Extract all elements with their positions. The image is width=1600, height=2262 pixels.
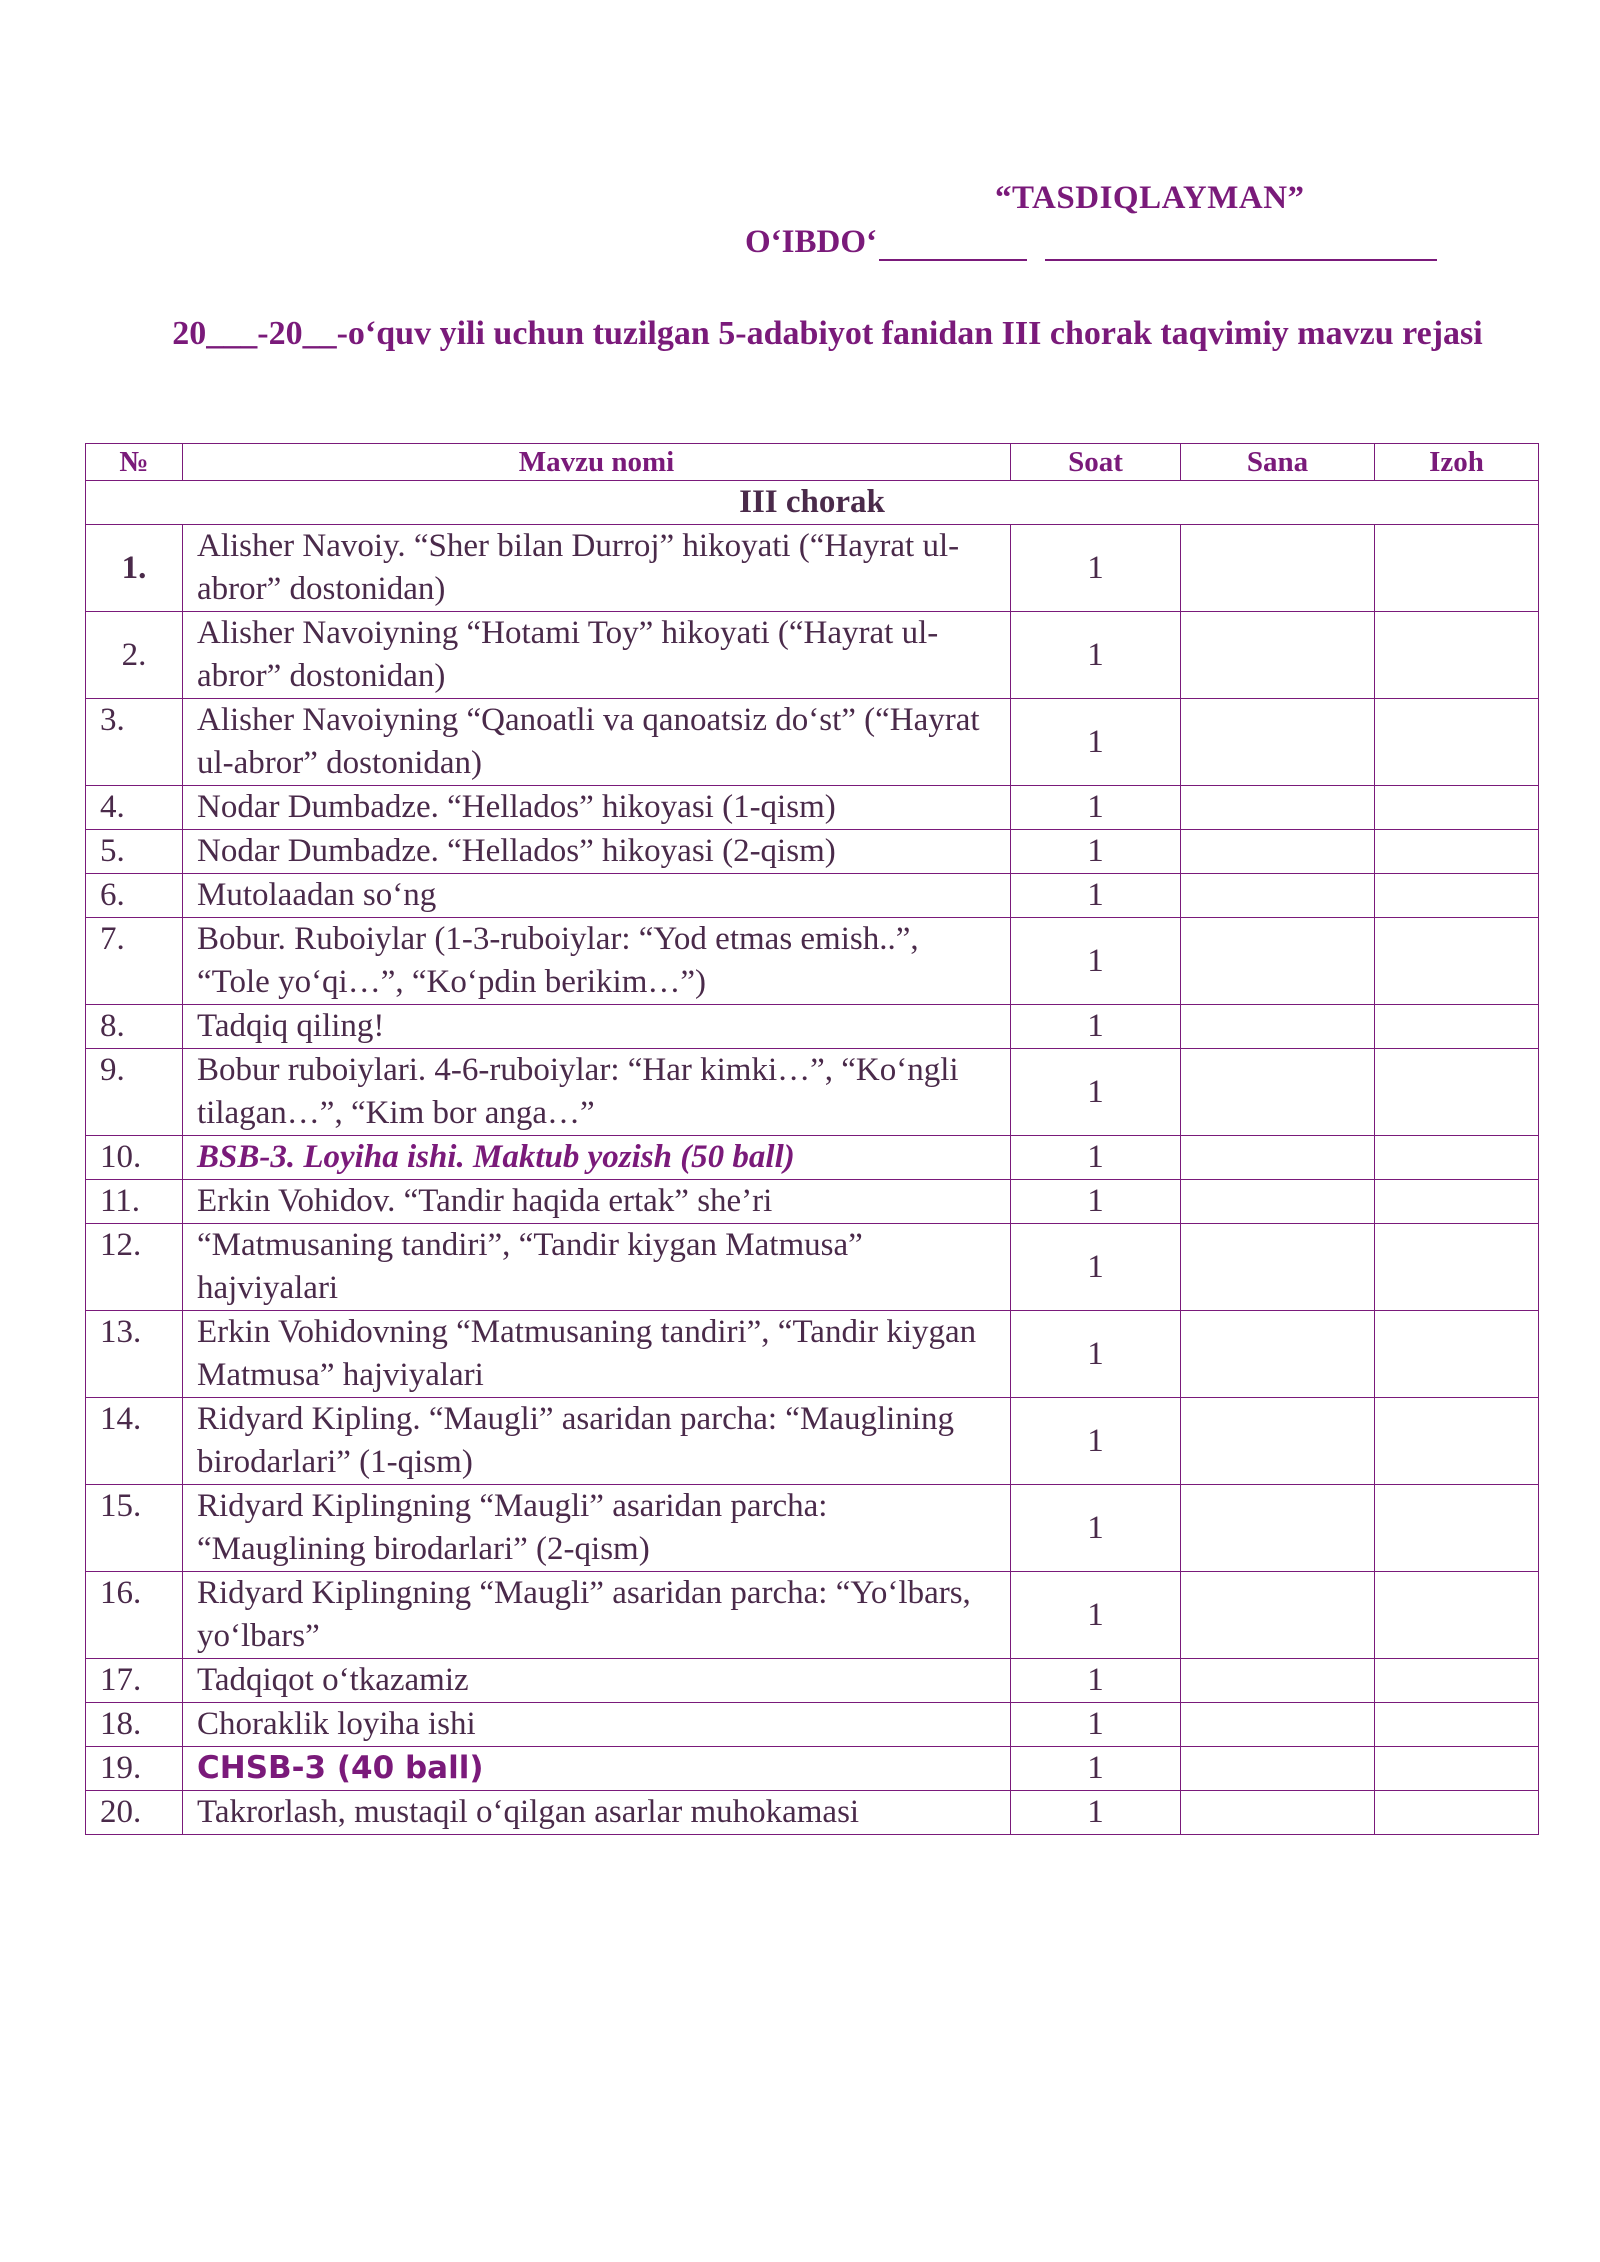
name-blank [1045, 231, 1437, 261]
table-row [86, 612, 1539, 699]
director-signature-line [745, 224, 1437, 261]
section-row [86, 481, 1539, 525]
row-note-cell[interactable] [1375, 1572, 1539, 1659]
row-date-cell[interactable] [1181, 1311, 1375, 1398]
row-note-cell[interactable] [1375, 1703, 1539, 1747]
row-topic: Takrorlash, mustaqil o‘qilgan asarlar muhokamasi [183, 1791, 1011, 1835]
row-hours: 1 [1011, 1224, 1181, 1311]
row-topic: Erkin Vohidov. “Tandir haqida ertak” she’ri [183, 1180, 1011, 1224]
row-hours: 1 [1011, 1049, 1181, 1136]
table-row [86, 786, 1539, 830]
row-number: 17. [86, 1659, 183, 1703]
row-date-cell[interactable] [1181, 874, 1375, 918]
row-date-cell[interactable] [1181, 1005, 1375, 1049]
table-row [86, 1703, 1539, 1747]
row-topic: Alisher Navoiyning “Hotami Toy” hikoyati (“Hayrat ul-abror” dostonidan) [183, 612, 1011, 699]
row-date-cell[interactable] [1181, 1049, 1375, 1136]
row-number: 14. [86, 1398, 183, 1485]
row-note-cell[interactable] [1375, 1791, 1539, 1835]
table-row [86, 1572, 1539, 1659]
row-hours: 1 [1011, 786, 1181, 830]
row-number: 18. [86, 1703, 183, 1747]
row-topic: CHSB-3 (40 ball) [183, 1747, 1011, 1791]
row-note-cell[interactable] [1375, 1311, 1539, 1398]
table-row [86, 1485, 1539, 1572]
row-date-cell[interactable] [1181, 918, 1375, 1005]
row-topic: Ridyard Kiplingning “Maugli” asaridan parcha: “Mauglining birodarlari” (2-qism) [183, 1485, 1011, 1572]
table-row [86, 830, 1539, 874]
table-row [86, 1049, 1539, 1136]
column-header-note: Izoh [1375, 444, 1539, 481]
row-number: 8. [86, 1005, 183, 1049]
row-note-cell[interactable] [1375, 874, 1539, 918]
table-row [86, 1398, 1539, 1485]
row-hours: 1 [1011, 1311, 1181, 1398]
row-note-cell[interactable] [1375, 525, 1539, 612]
table-row [86, 1005, 1539, 1049]
row-topic: Nodar Dumbadze. “Hellados” hikoyasi (1-qism) [183, 786, 1011, 830]
row-number: 3. [86, 699, 183, 786]
row-note-cell[interactable] [1375, 918, 1539, 1005]
row-number: 15. [86, 1485, 183, 1572]
table-row [86, 1180, 1539, 1224]
row-date-cell[interactable] [1181, 1659, 1375, 1703]
row-number: 16. [86, 1572, 183, 1659]
row-number: 9. [86, 1049, 183, 1136]
table-row [86, 1136, 1539, 1180]
row-topic: Tadqiq qiling! [183, 1005, 1011, 1049]
row-number: 13. [86, 1311, 183, 1398]
column-header-hours: Soat [1011, 444, 1181, 481]
row-note-cell[interactable] [1375, 1005, 1539, 1049]
row-note-cell[interactable] [1375, 1485, 1539, 1572]
row-topic: Mutolaadan so‘ng [183, 874, 1011, 918]
row-hours: 1 [1011, 525, 1181, 612]
lesson-plan-table [85, 443, 1539, 1835]
table-row [86, 918, 1539, 1005]
row-hours: 1 [1011, 1791, 1181, 1835]
row-topic: Ridyard Kiplingning “Maugli” asaridan parcha: “Yo‘lbars, yo‘lbars” [183, 1572, 1011, 1659]
row-number: 7. [86, 918, 183, 1005]
row-date-cell[interactable] [1181, 1180, 1375, 1224]
row-topic: Ridyard Kipling. “Maugli” asaridan parcha: “Mauglining birodarlari” (1-qism) [183, 1398, 1011, 1485]
row-hours: 1 [1011, 1005, 1181, 1049]
row-hours: 1 [1011, 699, 1181, 786]
row-date-cell[interactable] [1181, 1398, 1375, 1485]
table-row [86, 1224, 1539, 1311]
row-note-cell[interactable] [1375, 1224, 1539, 1311]
row-hours: 1 [1011, 874, 1181, 918]
row-topic: BSB-3. Loyiha ishi. Maktub yozish (50 ball) [183, 1136, 1011, 1180]
row-date-cell[interactable] [1181, 1791, 1375, 1835]
row-date-cell[interactable] [1181, 699, 1375, 786]
row-hours: 1 [1011, 612, 1181, 699]
row-date-cell[interactable] [1181, 1747, 1375, 1791]
signature-blank [879, 231, 1027, 261]
table-row [86, 699, 1539, 786]
row-number: 1. [86, 525, 183, 612]
director-label: O‘IBDO‘ [745, 224, 877, 260]
row-topic: “Matmusaning tandiri”, “Tandir kiygan Matmusa” hajviyalari [183, 1224, 1011, 1311]
row-note-cell[interactable] [1375, 1747, 1539, 1791]
table-row [86, 874, 1539, 918]
row-hours: 1 [1011, 1747, 1181, 1791]
row-hours: 1 [1011, 1659, 1181, 1703]
table-row [86, 1659, 1539, 1703]
row-number: 2. [86, 612, 183, 699]
row-hours: 1 [1011, 1485, 1181, 1572]
row-hours: 1 [1011, 1572, 1181, 1659]
row-date-cell[interactable] [1181, 525, 1375, 612]
row-topic: Bobur ruboiylari. 4-6-ruboiylar: “Har kimki…”, “Ko‘ngli tilagan…”, “Kim bor anga…” [183, 1049, 1011, 1136]
row-note-cell[interactable] [1375, 1049, 1539, 1136]
row-date-cell[interactable] [1181, 1703, 1375, 1747]
column-header-number: № [86, 444, 183, 481]
approval-heading: “TASDIQLAYMAN” [995, 180, 1305, 216]
row-date-cell[interactable] [1181, 830, 1375, 874]
row-topic: Bobur. Ruboiylar (1-3-ruboiylar: “Yod etmas emish..”, “Tole yo‘qi…”, “Ko‘pdin berikim…”) [183, 918, 1011, 1005]
row-number: 4. [86, 786, 183, 830]
row-note-cell[interactable] [1375, 786, 1539, 830]
section-label: III chorak [86, 481, 1539, 525]
table-row [86, 1311, 1539, 1398]
row-hours: 1 [1011, 1398, 1181, 1485]
row-number: 6. [86, 874, 183, 918]
table-row [86, 1791, 1539, 1835]
row-date-cell[interactable] [1181, 1136, 1375, 1180]
row-note-cell[interactable] [1375, 1136, 1539, 1180]
row-hours: 1 [1011, 918, 1181, 1005]
row-topic: Nodar Dumbadze. “Hellados” hikoyasi (2-qism) [183, 830, 1011, 874]
row-number: 10. [86, 1136, 183, 1180]
row-number: 11. [86, 1180, 183, 1224]
table-header-row [86, 444, 1539, 481]
row-note-cell[interactable] [1375, 1659, 1539, 1703]
row-number: 5. [86, 830, 183, 874]
row-date-cell[interactable] [1181, 1224, 1375, 1311]
row-number: 19. [86, 1747, 183, 1791]
row-topic: Choraklik loyiha ishi [183, 1703, 1011, 1747]
table-row [86, 525, 1539, 612]
row-note-cell[interactable] [1375, 830, 1539, 874]
row-note-cell[interactable] [1375, 699, 1539, 786]
row-date-cell[interactable] [1181, 786, 1375, 830]
document-title: 20___-20__-o‘quv yili uchun tuzilgan 5-adabiyot fanidan III chorak taqvimiy mavzu rejasi [172, 315, 1483, 352]
row-hours: 1 [1011, 830, 1181, 874]
row-number: 12. [86, 1224, 183, 1311]
row-date-cell[interactable] [1181, 612, 1375, 699]
row-topic: Erkin Vohidovning “Matmusaning tandiri”, “Tandir kiygan Matmusa” hajviyalari [183, 1311, 1011, 1398]
row-note-cell[interactable] [1375, 1398, 1539, 1485]
row-topic: Alisher Navoiy. “Sher bilan Durroj” hikoyati (“Hayrat ul-abror” dostonidan) [183, 525, 1011, 612]
column-header-topic: Mavzu nomi [183, 444, 1011, 481]
row-note-cell[interactable] [1375, 612, 1539, 699]
row-topic: Tadqiqot o‘tkazamiz [183, 1659, 1011, 1703]
row-hours: 1 [1011, 1703, 1181, 1747]
table-row [86, 1747, 1539, 1791]
column-header-date: Sana [1181, 444, 1375, 481]
row-date-cell[interactable] [1181, 1485, 1375, 1572]
row-number: 20. [86, 1791, 183, 1835]
row-hours: 1 [1011, 1180, 1181, 1224]
row-note-cell[interactable] [1375, 1180, 1539, 1224]
row-hours: 1 [1011, 1136, 1181, 1180]
row-date-cell[interactable] [1181, 1572, 1375, 1659]
row-topic: Alisher Navoiyning “Qanoatli va qanoatsiz do‘st” (“Hayrat ul-abror” dostonidan) [183, 699, 1011, 786]
